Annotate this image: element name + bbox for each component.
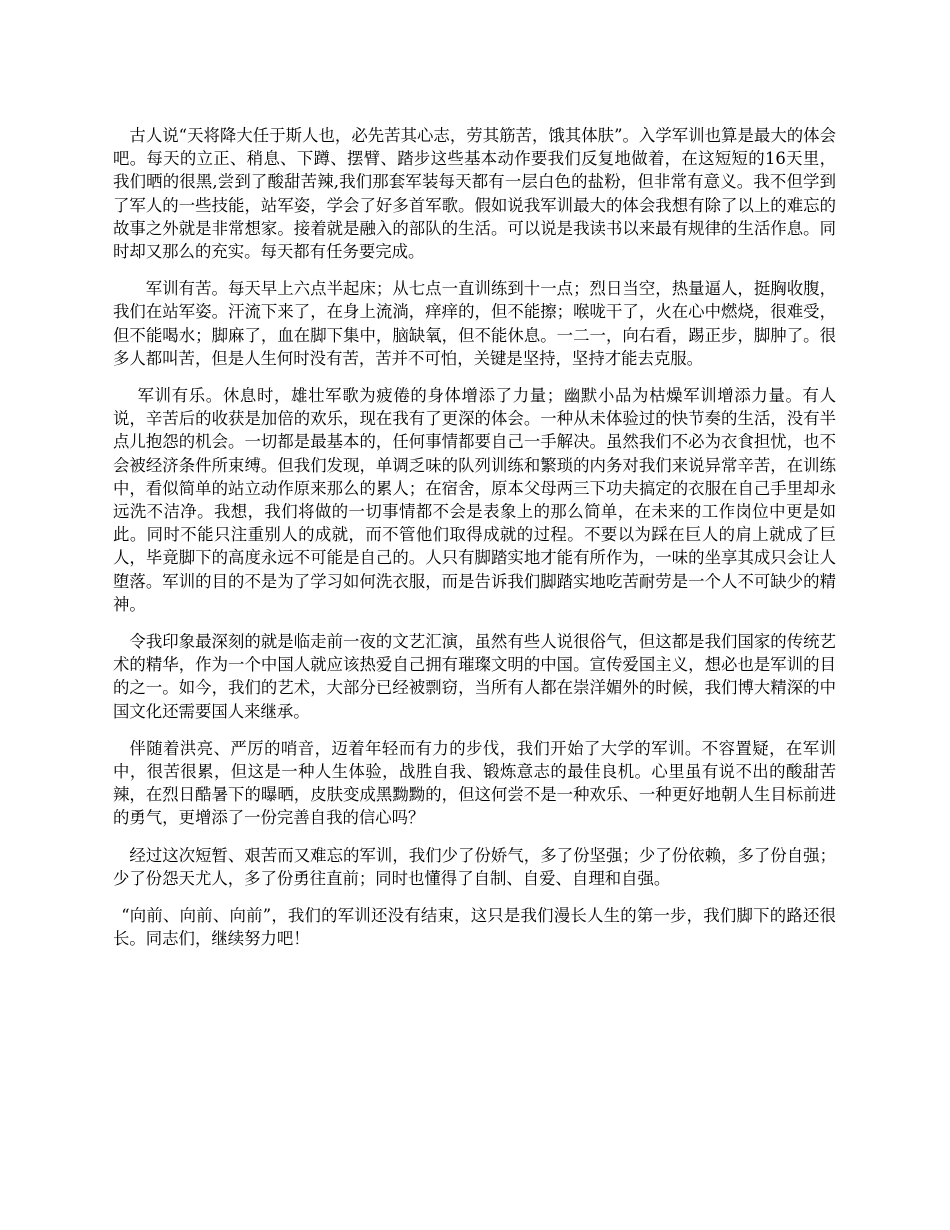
paragraph-joy: 军训有乐。休息时，雄壮军歌为疲倦的身体增添了力量；幽默小品为枯燥军训增添力量。有人说，辛苦后的收获是加倍的欢乐，现在我有了更深的体会。一种从未体验过的快节奏的生活，没有半点儿抱怨的机会。一切都是最基本的，任何事情都要自己一手解决。虽然我们不必为衣食担忧，也不会被经济条件所束缚。但我们发现，单调乏味的队列训练和繁琐的内务对我们来说异常辛苦，在训练中，看似简单的站立动作原来那么的累人；在宿舍，原本父母两三下功夫搞定的衣服在自己手里却永远洗不洁净。我想，我们将做的一切事情都不会是表象上的那么简单，在未来的工作岗位中更是如此。同时不能只注重别人的成就，而不管他们取得成就的过程。不要以为踩在巨人的肩上就成了巨人，毕竟脚下的高度永远不可能是自己的。人只有脚踏实地才能有所作为，一味的坐享其成只会让人堕落。军训的目的不是为了学习如何洗衣服，而是告诉我们脚踏实地吃苦耐劳是一个人不可缺少的精神。 [113, 386, 836, 614]
paragraph-art-show: 令我印象最深刻的就是临走前一夜的文艺汇演，虽然有些人说很俗气，但这都是我们国家的传统艺术的精华，作为一个中国人就应该热爱自己拥有璀璨文明的中国。宣传爱国主义，想必也是军训的目的之一。如今，我们的艺术，大部分已经被剽窃，当所有人都在崇洋媚外的时候，我们博大精深的中国文化还需要国人来继承。 [113, 632, 836, 721]
document-page [113, 124, 836, 965]
paragraph-hardship: 军训有苦。每天早上六点半起床；从七点一直训练到十一点；烈日当空，热量逼人，挺胸收腹，我们在站军姿。汗流下来了，在身上流淌，痒痒的，但不能擦；喉咙干了，火在心中燃烧，很难受，但不能喝水；脚麻了，血在脚下集中，脑缺氧，但不能休息。一二一，向右看，踢正步，脚肿了。很多人都叫苦，但是人生何时没有苦，苦并不可怕，关键是坚持，坚持才能去克服。 [113, 279, 836, 368]
paragraph-intro: 古人说“天将降大任于斯人也，必先苦其心志，劳其筋苦，饿其体肤”。入学军训也算是最大的体会吧。每天的立正、稍息、下蹲、摆臂、踏步这些基本动作要我们反复地做着，在这短短的16天里，我们晒的很黑,尝到了酸甜苦辣,我们那套军装每天都有一层白色的盐粉，但非常有意义。我不但学到了军人的一些技能，站军姿，学会了好多首军歌。假如说我军训最大的体会我想有除了以上的难忘的故事之外就是非常想家。接着就是融入的部队的生活。可以说是我读书以来最有规律的生活作息。同时却又那么的充实。每天都有任务要完成。 [113, 126, 836, 262]
paragraph-whistle: 伴随着洪亮、严厉的哨音，迈着年轻而有力的步伐，我们开始了大学的军训。不容置疑，在军训中，很苦很累，但这是一种人生体验，战胜自我、锻炼意志的最佳良机。心里虽有说不出的酸甜苦辣，在烈日酷暑下的曝晒，皮肤变成黑黝黝的，但这何尝不是一种欢乐、一种更好地朝人生目标前进的勇气，更增添了一份完善自我的信心吗？ [113, 738, 836, 828]
paragraph-reflection: 经过这次短暂、艰苦而又难忘的军训，我们少了份娇气，多了份坚强；少了份依赖，多了份自强；少了份怨天尤人，多了份勇往直前；同时也懂得了自制、自爱、自理和自强。 [113, 845, 836, 888]
paragraph-closing: “向前、向前、向前”，我们的军训还没有结束，这只是我们漫长人生的第一步，我们脚下的路还很长。同志们，继续努力吧！ [113, 906, 836, 949]
